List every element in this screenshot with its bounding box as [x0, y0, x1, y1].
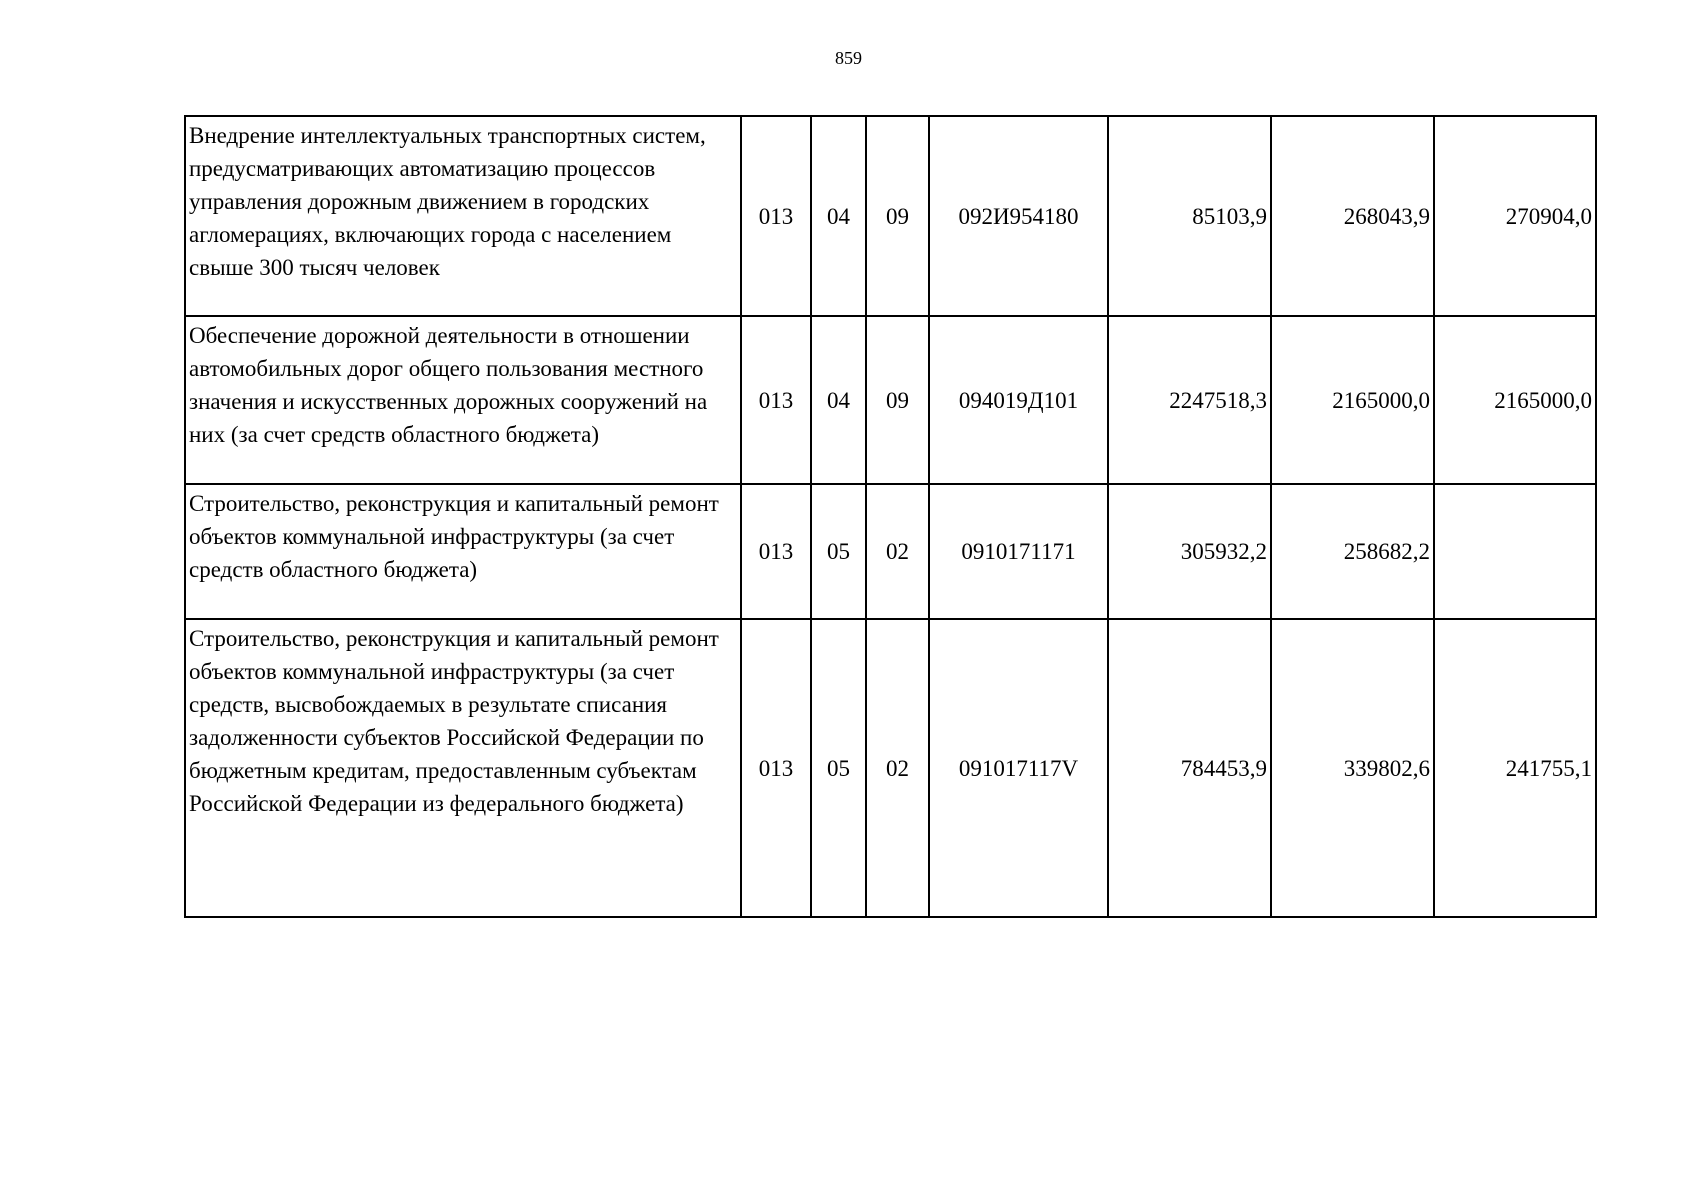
target-code-cell: 0910171171	[929, 484, 1108, 619]
page-number: 859	[835, 48, 862, 68]
subsection-code-cell: 02	[866, 484, 929, 619]
amount-year1-cell: 305932,2	[1108, 484, 1271, 619]
target-code-cell: 094019Д101	[929, 316, 1108, 484]
amount-year2-cell: 268043,9	[1271, 116, 1434, 316]
table-row	[185, 116, 1596, 316]
row-name-cell: Внедрение интеллектуальных транспортных систем, предусматривающих автоматизацию процессов управления дорожным движением в городских агломерациях, включающих города с населением свыше 300 тысяч человек	[185, 116, 741, 316]
target-code-cell: 091017117V	[929, 619, 1108, 917]
amount-year3-cell: 2165000,0	[1434, 316, 1596, 484]
amount-year2-cell: 2165000,0	[1271, 316, 1434, 484]
amount-year3-cell: 241755,1	[1434, 619, 1596, 917]
subsection-code-cell: 09	[866, 116, 929, 316]
amount-year2-cell: 339802,6	[1271, 619, 1434, 917]
ministry-code-cell: 013	[741, 316, 811, 484]
subsection-code-cell: 02	[866, 619, 929, 917]
table-row	[185, 619, 1596, 917]
ministry-code-cell: 013	[741, 619, 811, 917]
amount-year1-cell: 784453,9	[1108, 619, 1271, 917]
amount-year3-cell	[1434, 484, 1596, 619]
budget-table	[184, 115, 1597, 918]
section-code-cell: 05	[811, 619, 866, 917]
amount-year1-cell: 85103,9	[1108, 116, 1271, 316]
amount-year2-cell: 258682,2	[1271, 484, 1434, 619]
amount-year1-cell: 2247518,3	[1108, 316, 1271, 484]
section-code-cell: 05	[811, 484, 866, 619]
row-name-cell: Строительство, реконструкция и капитальный ремонт объектов коммунальной инфраструктуры (за счет средств, высвобождаемых в результате списания задолженности субъектов Российской Федерации по бюджетным кредитам, предоставленным субъектам Российской Федерации из федерального бюджета)	[185, 619, 741, 917]
ministry-code-cell: 013	[741, 116, 811, 316]
ministry-code-cell: 013	[741, 484, 811, 619]
table-row	[185, 484, 1596, 619]
section-code-cell: 04	[811, 316, 866, 484]
section-code-cell: 04	[811, 116, 866, 316]
row-name-cell: Строительство, реконструкция и капитальный ремонт объектов коммунальной инфраструктуры (за счет средств областного бюджета)	[185, 484, 741, 619]
target-code-cell: 092И954180	[929, 116, 1108, 316]
table-row	[185, 316, 1596, 484]
amount-year3-cell: 270904,0	[1434, 116, 1596, 316]
row-name-cell: Обеспечение дорожной деятельности в отношении автомобильных дорог общего пользования местного значения и искусственных дорожных сооружений на них (за счет средств областного бюджета)	[185, 316, 741, 484]
subsection-code-cell: 09	[866, 316, 929, 484]
